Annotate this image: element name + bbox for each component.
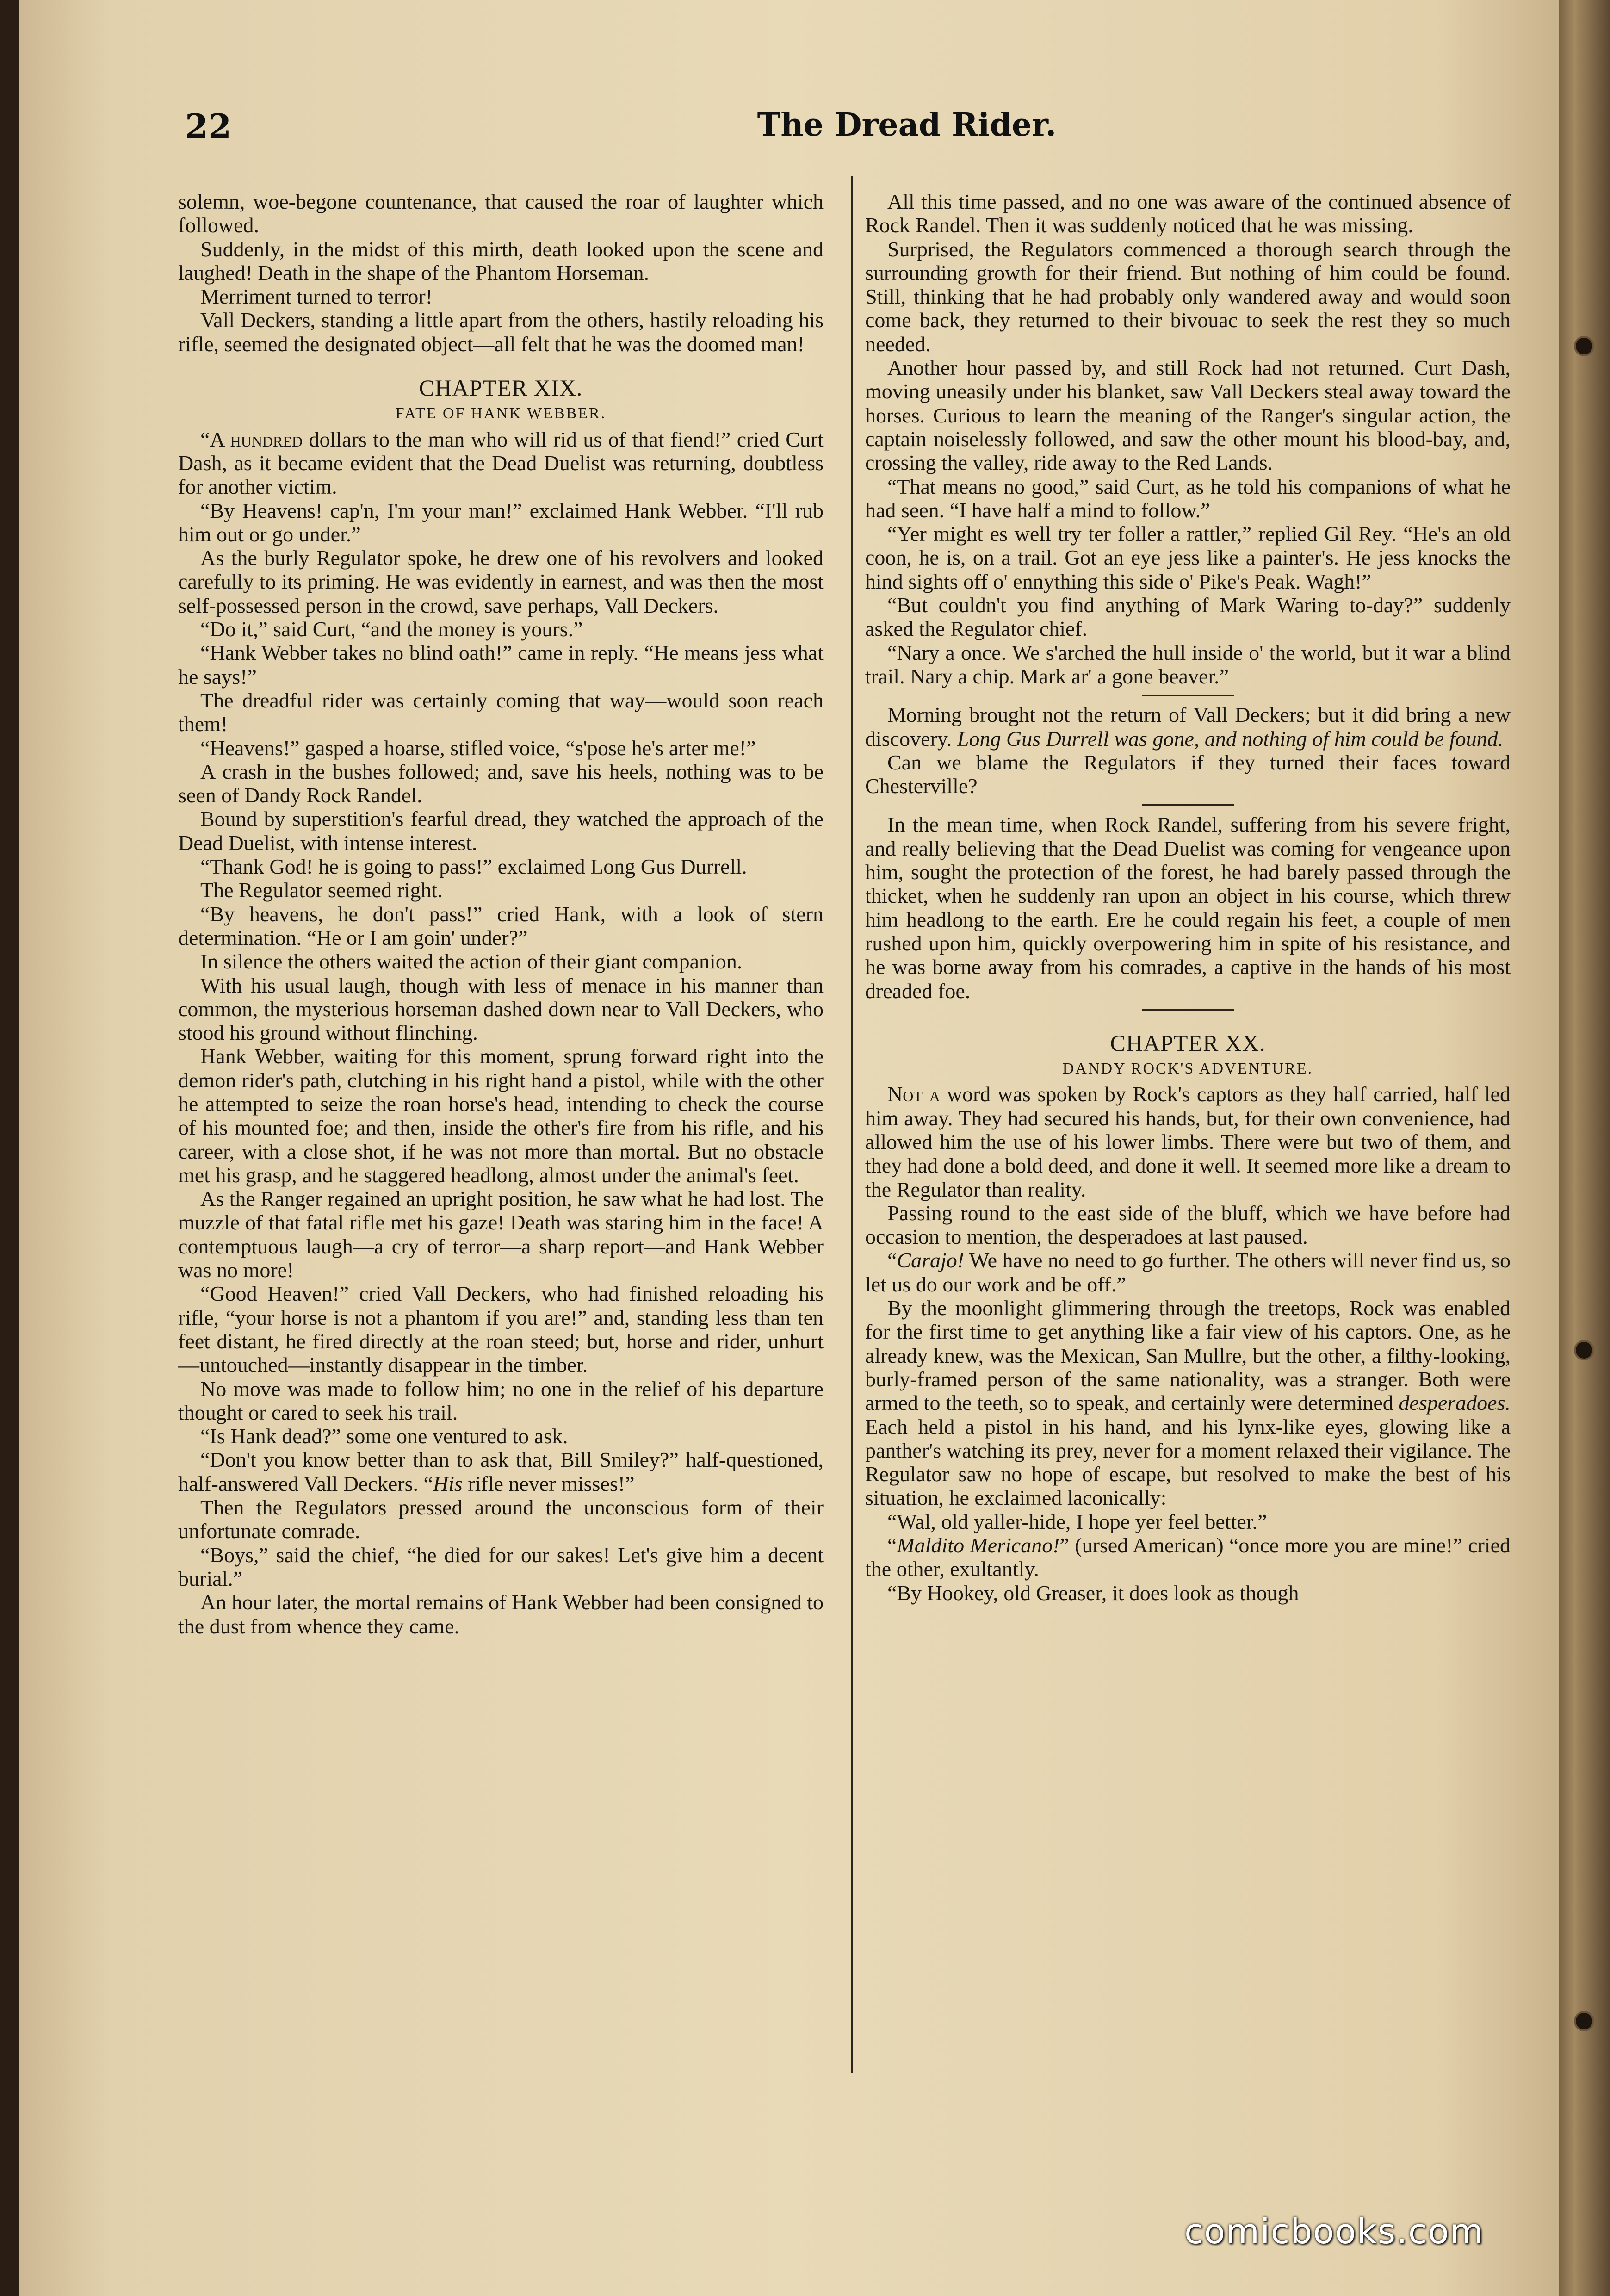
paragraph: In silence the others waited the action of their giant companion.	[200, 949, 743, 974]
paragraph: As the burly Regulator spoke, he drew one of his revolvers and looked carefully to its priming. He was evidently in earnest, and was then the most self-possessed person in the crowd, save perhaps, Vall Deckers.	[178, 546, 824, 617]
paragraph	[865, 1533, 1511, 1581]
paragraph: Hank Webber, waiting for this moment, sprung forward right into the demon rider's path, clutching in his right hand a pistol, while with the other he attempted to seize the roan horse's head, intending to check the course of his mounted foe; and then, inside the other's fire from his rifle, and his career, with a close shot, if he was not more than mortal. But no obstacle met his grasp, and he staggered headlong, almost under the animal's feet.	[178, 1044, 824, 1187]
lead-words: Not a	[887, 1082, 940, 1106]
running-title: The Dread Rider.	[757, 106, 1057, 143]
binding-hole	[1576, 2013, 1592, 2029]
paragraph-text: ” (ursed American) “once more you are mine!” cried the other, exultantly.	[865, 1533, 1511, 1581]
paragraph-text: dollars to the man who will rid us of that fiend!” cried Curt Dash, as it became evident that the Dead Duelist was returning, doubtless for another victim.	[178, 427, 824, 499]
paragraph: “Thank God! he is going to pass!” exclaimed Long Gus Durrell.	[200, 855, 747, 879]
magazine-page	[19, 0, 1559, 2296]
paragraph: “Is Hank dead?” some one ventured to ask.	[200, 1424, 568, 1448]
paragraph: With his usual laugh, though with less of menace in his manner than common, the mysterious horseman dashed down near to Vall Deckers, who stood his ground without flinching.	[178, 973, 824, 1045]
paragraph: An hour later, the mortal remains of Hank Webber had been consigned to the dust from whence they came.	[178, 1590, 824, 1638]
paragraph: A crash in the bushes followed; and, save his heels, nothing was to be seen of Dandy Rock Randel.	[178, 759, 824, 807]
paragraph: Vall Deckers, standing a little apart from the others, hastily reloading his rifle, seemed the designated object—all felt that he was the doomed man!	[178, 308, 824, 356]
paragraph: Can we blame the Regulators if they turned their faces toward Chesterville?	[865, 750, 1511, 798]
paragraph: “By heavens, he don't pass!” cried Hank, with a look of stern determination. “He or I am goin' under?”	[178, 902, 824, 949]
paragraph: Merriment turned to terror!	[200, 285, 433, 309]
paragraph-text: By the moonlight glimmering through the treetops, Rock was enabled for the first time to get anything like a fair view of his captors. One, as he already knew, was the Mexican, San Mullre, but the other, a filthy-looking, burly-framed person of the same nationality, was a stranger. Both were armed to the teeth, so to speak, and certainly were determined	[865, 1296, 1511, 1415]
paragraph: “Yer might es well try ter foller a rattler,” replied Gil Rey. “He's an old coon, he is, on a trail. Got an eye jess like a painter's. He jess knocks the hind sights off o' ennything this side o' Pike's Peak. Wagh!”	[865, 522, 1511, 593]
paragraph-text: “	[887, 1533, 897, 1558]
paragraph	[865, 1082, 1511, 1201]
column-divider	[851, 176, 853, 2073]
paragraph: All this time passed, and no one was aware of the continued absence of Rock Randel. Then it was suddenly noticed that he was missing.	[865, 190, 1511, 237]
chapter-title: CHAPTER XX.	[1110, 1030, 1266, 1056]
section-separator	[1142, 695, 1234, 696]
paragraph	[865, 703, 1511, 751]
binding-hole	[1576, 338, 1592, 354]
paragraph-text: rifle never misses!”	[462, 1471, 635, 1496]
paragraph: “By Hookey, old Greaser, it does look as though	[887, 1581, 1299, 1605]
paragraph: Suddenly, in the midst of this mirth, death looked upon the scene and laughed! Death in the shape of the Phantom Horseman.	[178, 237, 824, 285]
paragraph: As the Ranger regained an upright position, he saw what he had lost. The muzzle of that fatal rifle met his gaze! Death was staring him in the face! A contemptuous laugh—a cry of terror—a sharp report—and Hank Webber was no more!	[178, 1187, 824, 1282]
italic-text: His	[433, 1471, 463, 1496]
paragraph: Then the Regulators pressed around the unconscious form of their unfortunate comrade.	[178, 1496, 824, 1543]
paragraph	[865, 1296, 1511, 1510]
italic-text: Carajo!	[897, 1248, 965, 1272]
right-column	[865, 190, 1511, 2110]
paragraph-text: Each held a pistol in his hand, and his lynx-like eyes, glowing like a panther's watching its prey, never for a moment relaxed their vigilance. The Regulator saw no hope of escape, but resolved to make the best of his situation, he exclaimed laconically:	[865, 1415, 1511, 1510]
paragraph: Bound by superstition's fearful dread, they watched the approach of the Dead Duelist, with intense interest.	[178, 807, 824, 855]
italic-text: desperadoes.	[1399, 1391, 1511, 1415]
paragraph: Surprised, the Regulators commenced a thorough search through the surrounding growth for their friend. But nothing of him could be found. Still, thinking that he had probably only wandered away and would soon come back, they returned to their bivouac to seek the rest they so much needed.	[865, 237, 1511, 356]
paragraph-text: “Don't you know better than to ask that, Bill Smiley?” half-questioned, half-answered Vall Deckers. “	[178, 1448, 824, 1496]
paragraph: The Regulator seemed right.	[200, 878, 443, 902]
paragraph: “Boys,” said the chief, “he died for our sakes! Let's give him a decent burial.”	[178, 1543, 824, 1590]
paragraph: “Heavens!” gasped a hoarse, stifled voice, “s'pose he's arter me!”	[200, 736, 756, 760]
italic-text: Long Gus Durrell was gone, and nothing of him could be found.	[957, 726, 1504, 751]
binding-hole	[1576, 1342, 1592, 1359]
paragraph: The dreadful rider was certainly coming that way—would soon reach them!	[178, 688, 824, 736]
paragraph-text: word was spoken by Rock's captors as they half carried, half led him away. They had secured his hands, but, for their own convenience, had allowed him the use of his lower limbs. There were but two of them, and they had done a bold deed, and done it well. It seemed more like a dream to the Regulator than reality.	[865, 1082, 1511, 1201]
chapter-title: CHAPTER XIX.	[419, 375, 583, 401]
paragraph: “Do it,” said Curt, “and the money is yours.”	[200, 617, 583, 641]
binding-edge	[1559, 0, 1610, 2296]
chapter-subtitle: FATE OF HANK WEBBER.	[395, 405, 607, 422]
page-header	[167, 106, 1508, 157]
chapter-subtitle: DANDY ROCK'S ADVENTURE.	[1062, 1060, 1313, 1078]
left-column	[178, 190, 824, 2110]
paragraph: solemn, woe-begone countenance, that caused the roar of laughter which followed.	[178, 190, 824, 237]
paragraph: “That means no good,” said Curt, as he told his companions of what he had seen. “I have half a mind to follow.”	[865, 474, 1511, 522]
paragraph-text: We have no need to go further. The others will never find us, so let us do our work and be off.”	[865, 1248, 1511, 1296]
paragraph: Passing round to the east side of the bluff, which we have before had occasion to mention, the desperadoes at last paused.	[865, 1201, 1511, 1249]
paragraph: “But couldn't you find anything of Mark Waring to-day?” suddenly asked the Regulator chief.	[865, 593, 1511, 641]
paragraph: “By Heavens! cap'n, I'm your man!” exclaimed Hank Webber. “I'll rub him out or go under.”	[178, 498, 824, 546]
paragraph: “Wal, old yaller-hide, I hope yer feel better.”	[887, 1509, 1267, 1533]
paragraph: “Hank Webber takes no blind oath!” came in reply. “He means jess what he says!”	[178, 641, 824, 689]
section-separator	[1142, 804, 1234, 806]
italic-text: Maldito Mericano!	[897, 1533, 1060, 1558]
site-watermark: comicbooks.com	[1184, 2212, 1484, 2252]
paragraph-text: Morning brought not the return of Vall Deckers; but it did bring a new discovery.	[865, 703, 1511, 751]
paragraph: Another hour passed by, and still Rock had not returned. Curt Dash, moving uneasily under his blanket, saw Vall Deckers steal away toward the horses. Curious to learn the meaning of the Ranger's singular action, the captain noiselessly followed, and saw the other mount his blood-bay, and, crossing the valley, ride away to the Red Lands.	[865, 356, 1511, 475]
paragraph: “Good Heaven!” cried Vall Deckers, who had finished reloading his rifle, “your horse is not a phantom if you are!” and, standing less than ten feet distant, he fired directly at the roan steed; but, horse and rider, unhurt—untouched—instantly disappear in the timber.	[178, 1282, 824, 1377]
paragraph: No move was made to follow him; no one in the relief of his departure thought or cared to seek his trail.	[178, 1377, 824, 1424]
paragraph: In the mean time, when Rock Randel, suffering from his severe fright, and really believing that the Dead Duelist was coming for vengeance upon him, sought the protection of the forest, he had barely passed through the thicket, when he suddenly ran upon an object in his course, which threw him headlong to the earth. Ere he could regain his feet, a couple of men rushed upon him, quickly overpowering him in spite of his resistance, and he was borne away from his comrades, a captive in the hands of his most dreaded foe.	[865, 813, 1511, 1003]
paragraph	[178, 428, 824, 499]
paragraph	[178, 1448, 824, 1496]
paragraph: “Nary a once. We s'arched the hull inside o' the world, but it war a blind trail. Nary a chip. Mark ar' a gone beaver.”	[865, 640, 1511, 688]
lead-words: “A hundred	[200, 427, 303, 451]
paragraph	[865, 1248, 1511, 1296]
paragraph-text: “	[887, 1248, 897, 1272]
section-separator	[1142, 1009, 1234, 1011]
page-number: 22	[185, 106, 232, 146]
